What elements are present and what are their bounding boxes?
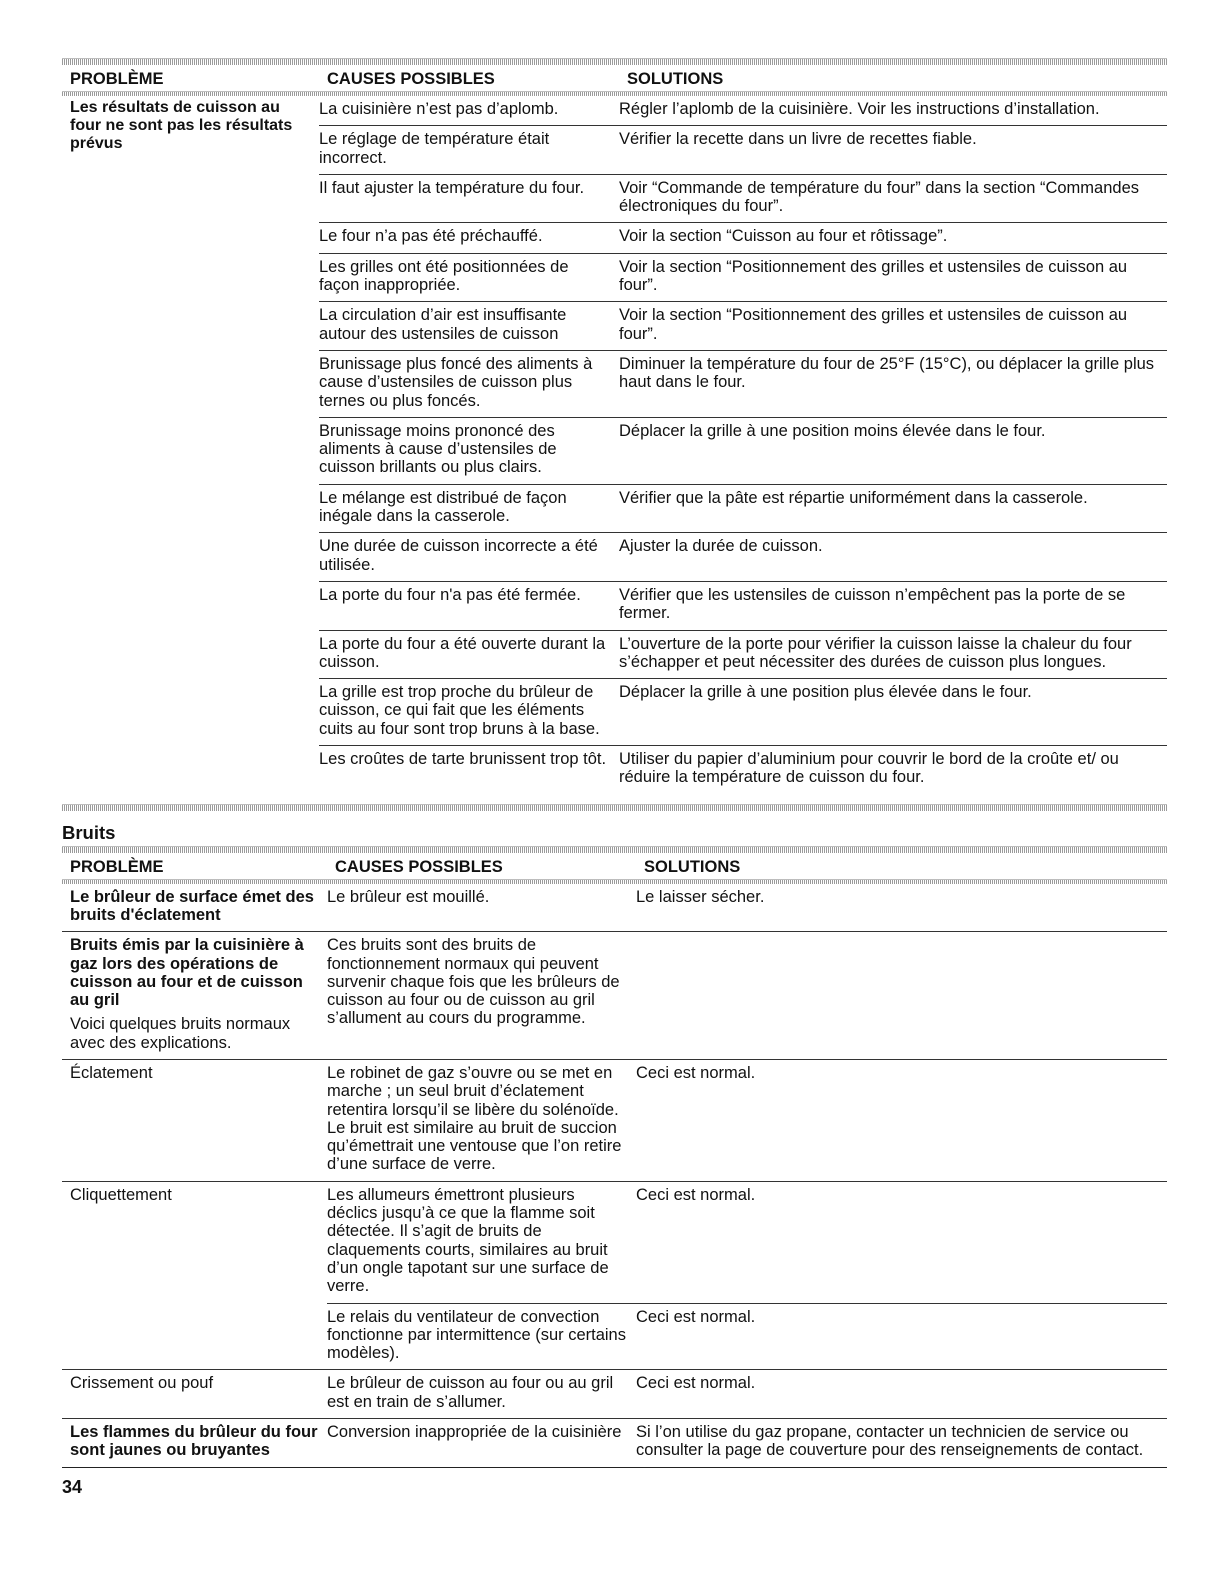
solution-cell: Si l’on utilise du gaz propane, contacter un technicien de service ou consulter la page de couverture pour des renseignements de contact. (636, 1423, 1144, 1460)
problem-cell: Les résultats de cuisson au four ne sont pas les résultats prévus (70, 99, 293, 152)
cause-cell: Les allumeurs émettront plusieurs déclics jusqu’à ce que la flamme soit détectée. Il s’agit de bruits de claquements courts, similaires au bruit d’un ongle tapotant sur une surface de verre. (327, 1185, 609, 1296)
table-header (62, 65, 1167, 91)
table-bottom-rule (62, 1467, 1167, 1468)
problem-cell: Éclatement (70, 1063, 153, 1082)
header-solutions: SOLUTIONS (644, 857, 741, 876)
solution-cell: Déplacer la grille à une position moins élevée dans le four. (619, 421, 1046, 440)
header-causes: CAUSES POSSIBLES (327, 70, 495, 88)
solution-cell: Voir “Commande de température du four” dans la section “Commandes électroniques du four”. (619, 178, 1139, 216)
cause-cell: La cuisinière n’est pas d’aplomb. (319, 100, 559, 118)
solution-cell: Voir la section “Positionnement des grilles et ustensiles de cuisson au four”. (619, 306, 1128, 343)
solution-cell: Voir la section “Positionnement des grilles et ustensiles de cuisson au four”. (619, 257, 1128, 295)
cause-solution-list (319, 96, 1167, 794)
noises-table (62, 846, 1167, 1468)
table-row (62, 1059, 1167, 1181)
oven-results-table (62, 58, 1167, 794)
cause-cell: Le relais du ventilateur de convection fonctionne par intermittence (sur certains modèles). (327, 1303, 636, 1370)
solution-cell: L’ouverture de la porte pour vérifier la cuisson laisse la chaleur du four s’échapper et peut nécessiter des durées de cuisson plus longues. (619, 634, 1132, 671)
solution-cell: Diminuer la température du four de 25°F (15°C), ou déplacer la grille plus haut dans le four. (619, 354, 1155, 392)
solution-cell: Vérifier la recette dans un livre de recettes fiable. (619, 130, 977, 149)
solution-cell (636, 932, 1167, 1059)
problem-cell (62, 932, 327, 1059)
cause-cell: Le mélange est distribué de façon inégale dans la casserole. (319, 488, 567, 526)
cause-cell: La grille est trop proche du brûleur de cuisson, ce qui fait que les éléments cuits au four sont trop bruns à la base. (319, 683, 600, 738)
table-row (62, 884, 1167, 932)
table-top-rule (62, 58, 1167, 65)
table-row (319, 581, 1167, 630)
solution-cell: Vérifier que les ustensiles de cuisson n’empêchent pas la porte de se fermer. (619, 585, 1126, 623)
problem-cell: Cliquettement (70, 1185, 172, 1204)
page (62, 58, 1167, 1498)
table-row (319, 745, 1167, 794)
section-rule (62, 804, 1167, 811)
problem-note: Voici quelques bruits normaux avec des explications. (70, 1015, 291, 1052)
cause-cell: La circulation d’air est insuffisante autour des ustensiles de cuisson (319, 306, 567, 343)
table-row (319, 532, 1167, 581)
header-solutions: SOLUTIONS (627, 70, 724, 88)
table-row (319, 301, 1167, 350)
cause-cell: Les croûtes de tarte brunissent trop tôt. (319, 750, 607, 769)
header-causes: CAUSES POSSIBLES (335, 857, 503, 876)
table-row (319, 350, 1167, 417)
cause-cell: Les grilles ont été positionnées de façon inappropriée. (319, 257, 569, 295)
cause-cell: Brunissage moins prononcé des aliments à cause d’ustensiles de cuisson brillants ou plus clairs. (319, 421, 557, 477)
cause-cell: Brunissage plus foncé des aliments à cause d’ustensiles de cuisson plus ternes ou plus foncés. (319, 354, 593, 410)
cause-cell: Conversion inappropriée de la cuisinière (327, 1423, 622, 1442)
cause-cell: Le brûleur est mouillé. (327, 887, 490, 906)
cause-cell: Il faut ajuster la température du four. (319, 178, 585, 197)
header-problem: PROBLÈME (70, 857, 164, 876)
cause-solution-group (327, 1182, 1167, 1370)
table-row (319, 484, 1167, 533)
solution-cell: Régler l’aplomb de la cuisinière. Voir les instructions d’installation. (619, 100, 1100, 118)
solution-cell: Ceci est normal. (636, 1063, 756, 1082)
problem-cell: Crissement ou pouf (70, 1374, 214, 1393)
table-row (319, 417, 1167, 484)
solution-cell: Ceci est normal. (636, 1374, 756, 1393)
table-row (319, 174, 1167, 223)
cause-cell: Une durée de cuisson incorrecte a été utilisée. (319, 537, 598, 574)
table-header (62, 853, 1167, 879)
cause-cell: La porte du four n'a pas été fermée. (319, 585, 581, 604)
problem-cell: Le brûleur de surface émet des bruits d'éclatement (70, 887, 314, 924)
solution-cell: Déplacer la grille à une position plus élevée dans le four. (619, 683, 1032, 702)
section-title-noises: Bruits (62, 821, 116, 843)
cause-cell: Le four n’a pas été préchauffé. (319, 227, 543, 246)
header-problem: PROBLÈME (70, 70, 164, 88)
page-number: 34 (62, 1476, 83, 1497)
cause-cell: Le robinet de gaz s’ouvre ou se met en marche ; un seul bruit d’éclatement retentira lorsqu’il se libère du solénoïde. Le bruit est similaire au bruit de succion qu’émettrait une ventouse que l’on retire d’une surface de verre. (327, 1063, 622, 1174)
solution-cell: Le laisser sécher. (636, 887, 765, 906)
solution-cell: Ajuster la durée de cuisson. (619, 537, 823, 556)
table-row (319, 678, 1167, 745)
problem-cell: Les flammes du brûleur du four sont jaunes ou bruyantes (70, 1423, 318, 1460)
problem-title: Bruits émis par la cuisinière à gaz lors des opérations de cuisson au four et de cuisson au gril (70, 936, 304, 1010)
solution-cell: Ceci est normal. (636, 1185, 756, 1204)
cause-cell: La porte du four a été ouverte durant la cuisson. (319, 634, 606, 671)
solution-cell: Vérifier que la pâte est répartie uniformément dans la casserole. (619, 488, 1088, 507)
solution-cell: Utiliser du papier d’aluminium pour couvrir le bord de la croûte et/ ou réduire la température de cuisson du four. (619, 750, 1119, 787)
solution-cell: Voir la section “Cuisson au four et rôtissage”. (619, 227, 948, 246)
table-row (62, 1418, 1167, 1467)
cause-cell: Le brûleur de cuisson au four ou au gril est en train de s’allumer. (327, 1374, 614, 1411)
cause-cell: Ces bruits sont des bruits de fonctionnement normaux qui peuvent survenir chaque fois que les brûleurs de cuisson au four ou de cuisson au gril s’allument au cours du programme. (327, 936, 620, 1028)
table-row (319, 222, 1167, 252)
table-row (319, 125, 1167, 174)
table-row (319, 96, 1167, 125)
table-row (319, 630, 1167, 679)
cause-cell: Le réglage de température était incorrect. (319, 130, 550, 167)
table-row (62, 1369, 1167, 1418)
table-row (62, 931, 1167, 1059)
table-row (62, 1181, 1167, 1370)
solution-cell: Ceci est normal. (636, 1303, 1167, 1370)
table-row (319, 253, 1167, 302)
table-top-rule (62, 846, 1167, 853)
